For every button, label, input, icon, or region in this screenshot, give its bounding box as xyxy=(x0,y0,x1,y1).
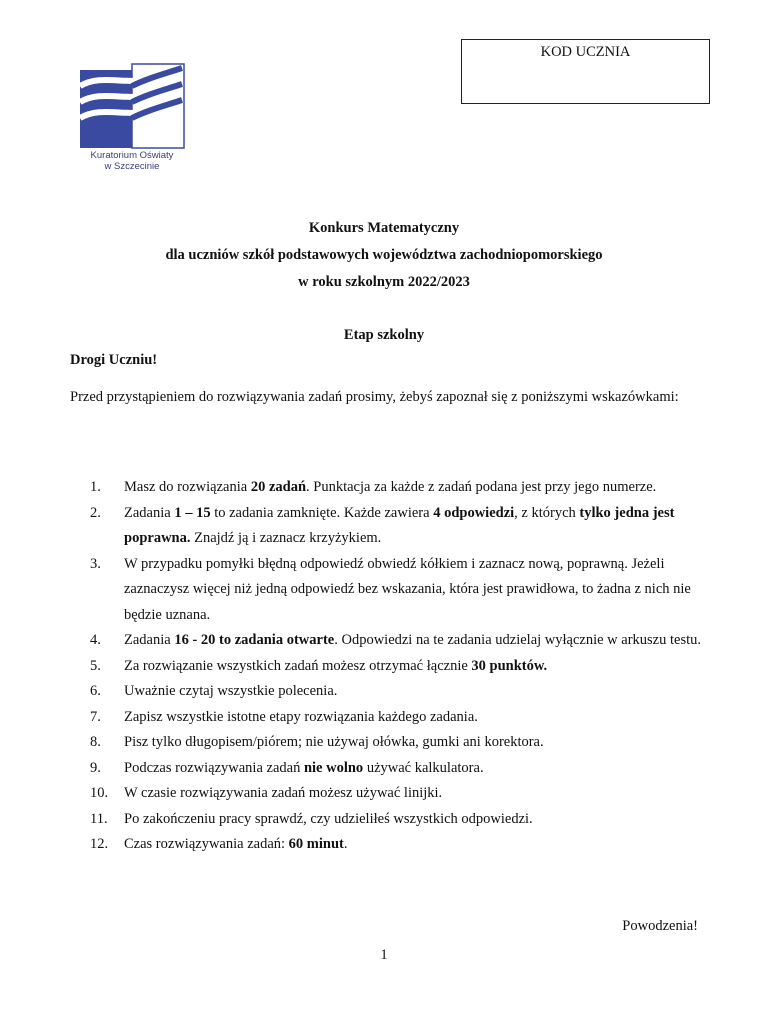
closing-text: Powodzenia! xyxy=(622,918,698,934)
list-item-text: Zapisz wszystkie istotne etapy rozwiązania każdego zadania. xyxy=(124,708,478,725)
list-item xyxy=(70,654,710,680)
list-item-number: 12. xyxy=(90,836,109,852)
list-item-text: Uważnie czytaj wszystkie polecenia. xyxy=(124,683,338,699)
instructions-list xyxy=(70,475,710,858)
list-item-number: 11. xyxy=(90,810,108,827)
intro-paragraph: Przed przystąpieniem do rozwiązywania zadań prosimy, żebyś zapoznał się z poniższymi wskazówkami: xyxy=(70,389,679,405)
list-item-text: Czas rozwiązywania zadań: 60 minut. xyxy=(124,836,348,852)
list-item-text: Zadania 1 – 15 to zadania zamknięte. Każde zawiera 4 odpowiedzi, z których tylko jedna jest poprawna. Znajdź ją i zaznacz krzyżykiem. xyxy=(124,504,675,546)
student-code-box xyxy=(461,39,710,104)
page-number: 1 xyxy=(380,947,388,963)
list-item xyxy=(70,705,710,731)
logo-caption-line1: Kuratorium Oświaty xyxy=(90,150,174,161)
list-item-text: Za rozwiązanie wszystkich zadań możesz otrzymać łącznie 30 punktów. xyxy=(124,657,548,674)
list-item-number: 4. xyxy=(90,632,101,648)
list-item-text: Masz do rozwiązania 20 zadań. Punktacja za każde z zadań podana jest przy jego numerze. xyxy=(124,479,657,495)
logo-caption xyxy=(72,150,192,172)
list-item-number: 3. xyxy=(90,555,101,572)
list-item-number: 6. xyxy=(90,683,101,699)
list-item xyxy=(70,628,710,654)
list-item-text: W przypadku pomyłki błędną odpowiedź obwiedź kółkiem i zaznacz nową, poprawną. Jeżeli zaznaczysz więcej niż jedną odpowiedź bez wskazania, która jest prawidłowa, to żadna z nich nie będzie uznana. xyxy=(124,555,691,623)
list-item xyxy=(70,552,710,629)
list-item xyxy=(70,781,710,807)
list-item xyxy=(70,501,710,552)
list-item-number: 10. xyxy=(90,785,109,801)
list-item-number: 9. xyxy=(90,759,101,776)
list-item-number: 7. xyxy=(90,708,101,725)
list-item-number: 8. xyxy=(90,734,101,750)
title-line-3: w roku szkolnym 2022/2023 xyxy=(298,274,470,290)
student-code-label: KOD UCZNIA xyxy=(540,44,631,60)
title-line-2: dla uczniów szkół podstawowych województwa zachodniopomorskiego xyxy=(165,247,603,263)
list-item-text: W czasie rozwiązywania zadań możesz używać linijki. xyxy=(124,785,443,801)
list-item xyxy=(70,756,710,782)
greeting: Drogi Uczniu! xyxy=(70,352,158,368)
list-item-text: Podczas rozwiązywania zadań nie wolno używać kalkulatora. xyxy=(124,759,484,776)
stage-title: Etap szkolny xyxy=(343,327,425,343)
list-item-text: Zadania 16 - 20 to zadania otwarte. Odpowiedzi na te zadania udzielaj wyłącznie w arkuszu testu. xyxy=(124,632,702,648)
list-item xyxy=(70,832,710,858)
list-item-number: 2. xyxy=(90,504,101,521)
list-item xyxy=(70,730,710,756)
list-item xyxy=(70,475,710,501)
list-item xyxy=(70,807,710,833)
list-item-number: 5. xyxy=(90,657,101,674)
list-item-text: Pisz tylko długopisem/piórem; nie używaj ołówka, gumki ani korektora. xyxy=(124,734,544,750)
title-line-1: Konkurs Matematyczny xyxy=(308,220,460,236)
list-item-text: Po zakończeniu pracy sprawdź, czy udzieliłeś wszystkich odpowiedzi. xyxy=(124,810,533,827)
list-item xyxy=(70,679,710,705)
logo-caption-line2: w Szczecinie xyxy=(104,161,160,172)
list-item-number: 1. xyxy=(90,479,101,495)
